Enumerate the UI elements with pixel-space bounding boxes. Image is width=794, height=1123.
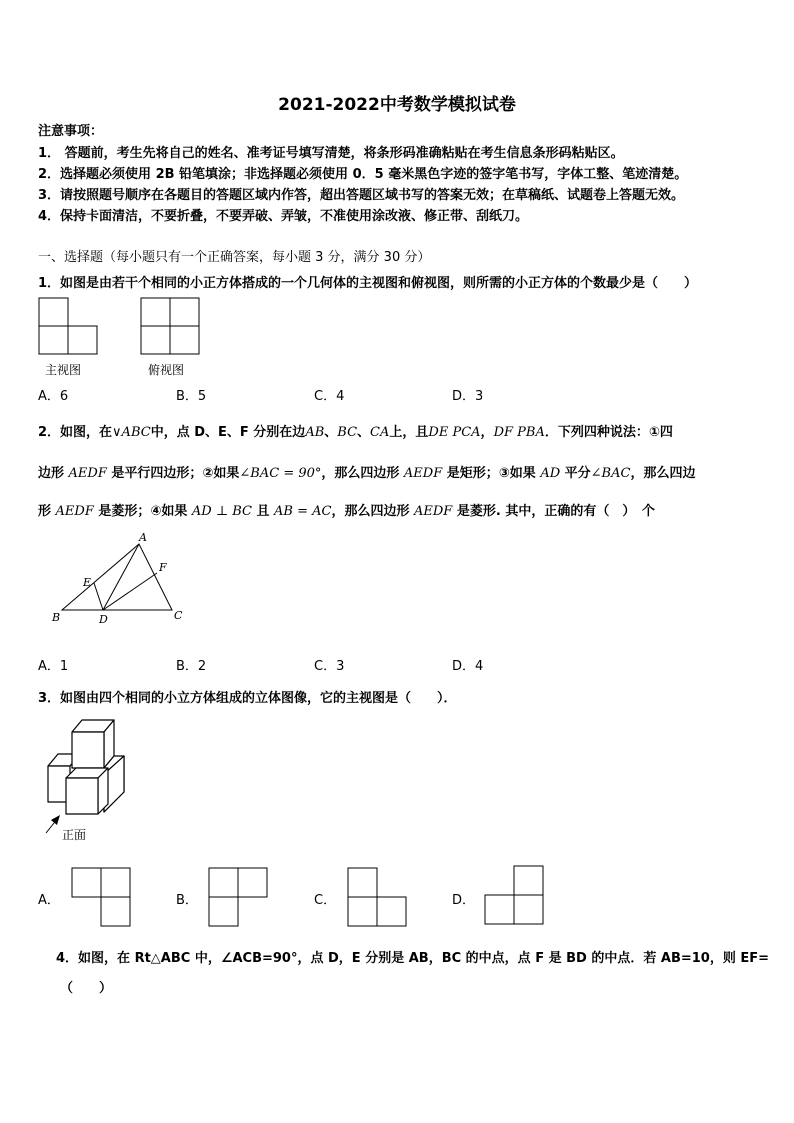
q1-front-caption: 主视图 (45, 363, 82, 377)
q3-option-d[interactable]: D． (452, 893, 476, 908)
math-expression: DE PCA (428, 425, 481, 440)
q3-option-b[interactable]: B． (176, 893, 198, 908)
question-text: 四 (659, 425, 673, 440)
question-text: ，那么四边形 (321, 466, 404, 481)
question-text: ，那么四边 (630, 466, 696, 481)
q2-option-b[interactable]: B．2 (176, 659, 207, 674)
question-text: 、 (324, 425, 338, 440)
q1-stem: 1．如图是由若干个相同的小正方体搭成的一个几何体的主视图和俯视图，则所需的小正方体的个数最少是（ ） (38, 276, 698, 291)
q3-figure-c (348, 868, 377, 897)
notice-heading: 注意事项： (38, 124, 104, 139)
question-text: 是矩形；③如果 (442, 466, 541, 481)
math-expression: BC (337, 425, 358, 440)
question-text: ，那么四边形 (331, 504, 414, 519)
vertex-b-label: B (52, 611, 61, 624)
section-heading: 一、选择题（每小题只有一个正确答案，每小题 3 分，满分 30 分） (38, 250, 431, 265)
question-text: 中，点 D、E、F 分别在边 (150, 425, 306, 440)
q2-option-a[interactable]: A．1 (38, 659, 69, 674)
math-expression: ∠BAC = 90° (239, 466, 322, 481)
q3-figure-a (72, 868, 101, 897)
point-e-label: E (83, 576, 92, 589)
math-expression: AB (305, 425, 325, 440)
q3-stem: 3．如图由四个相同的小立方体组成的立体图像，它的主视图是（ ）． (38, 691, 457, 706)
notice-item-3: 3．请按照题号顺序在各题目的答题区域内作答，超出答题区域书写的答案无效；在草稿纸、试题卷上答题无效。 (38, 188, 685, 203)
q1-option-d[interactable]: D．3 (452, 389, 484, 404)
question-text: 边形 (38, 466, 69, 481)
question-text: 形 (38, 504, 56, 519)
notice-item-4: 4．保持卡面清洁，不要折叠，不要弄破、弄皱，不准使用涂改液、修正带、刮纸刀。 (38, 209, 529, 224)
point-d-label: D (99, 613, 108, 626)
q1-option-a[interactable]: A．6 (38, 389, 69, 404)
math-expression: CA (370, 425, 390, 440)
math-expression: AEDF (68, 466, 107, 481)
notice-item-2: 2．选择题必须使用 2B 铅笔填涂；非选择题必须使用 0．5 毫米黑色字迹的签字笔书写，字体工整、笔迹清楚。 (38, 167, 688, 182)
q3-option-c[interactable]: C． (314, 893, 337, 908)
front-direction-label: 正面 (62, 828, 87, 842)
q1-option-c[interactable]: C．4 (314, 389, 345, 404)
q4-stem: 4．如图，在 Rt△ABC 中，∠ACB=90°，点 D，E 分别是 AB，BC 的中点，点 F 是 BD 的中点．若 AB=10，则 EF= (56, 951, 770, 966)
question-text: 上，且 (389, 425, 429, 440)
q2-option-c[interactable]: C．3 (314, 659, 345, 674)
math-expression: AEDF (55, 504, 94, 519)
question-text: 、 (357, 425, 371, 440)
question-text: 是菱形；④如果 (93, 504, 192, 519)
vertex-a-label: A (139, 531, 147, 544)
point-f-label: F (159, 561, 167, 574)
q3-figure-d (514, 866, 543, 895)
math-expression: ∠BAC (590, 466, 631, 481)
question-text: ， (480, 425, 494, 440)
math-expression: AEDF (403, 466, 443, 481)
question-text: 是菱形. 其中，正确的有（ ） 个 (452, 504, 655, 519)
triangle-abc: ∨ABC (112, 425, 151, 440)
vertex-c-label: C (174, 609, 183, 622)
question-text: ① (648, 425, 660, 440)
q3-option-a[interactable]: A． (38, 893, 60, 908)
math-expression: AD (540, 466, 561, 481)
page-title: 2021-2022中考数学模拟试卷 (278, 95, 516, 115)
notice-item-1: 1． 答题前，考生先将自己的姓名、准考证号填写清楚，将条形码准确粘贴在考生信息条形码粘贴区。 (38, 146, 624, 161)
q3-figure-b (209, 868, 238, 897)
math-expression: AD ⊥ BC (191, 504, 252, 519)
math-expression: DF PBA (493, 425, 545, 440)
q2-option-d[interactable]: D．4 (452, 659, 484, 674)
math-expression: AEDF (414, 504, 453, 519)
q4-answer-paren: （ ） (60, 981, 113, 996)
question-text: 2．如图，在 (38, 425, 113, 440)
q1-top-caption: 俯视图 (148, 363, 185, 377)
question-text: 是平行四边形；②如果 (106, 466, 240, 481)
question-text: ．下列四种说法： (544, 425, 649, 440)
question-text: 平分 (560, 466, 591, 481)
math-expression: AB = AC (274, 504, 332, 519)
q1-option-b[interactable]: B．5 (176, 389, 207, 404)
question-text: 且 (251, 504, 275, 519)
